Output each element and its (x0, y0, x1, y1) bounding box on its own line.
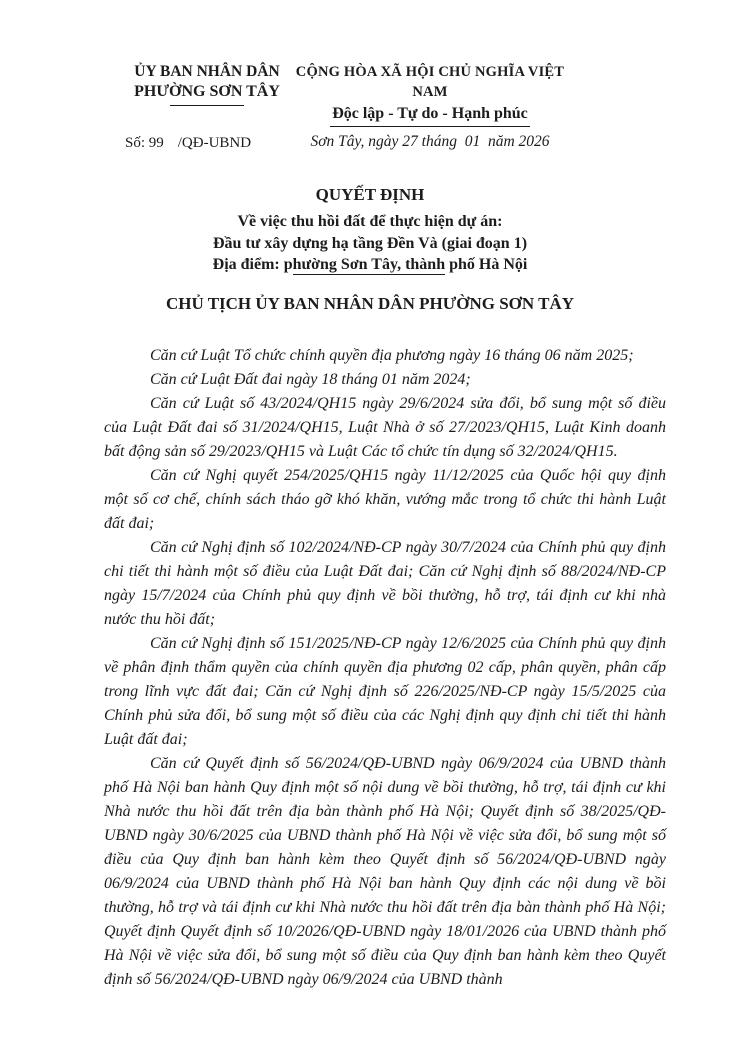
legal-basis-paragraph: Căn cứ Luật Đất đai ngày 18 tháng 01 năm 2024; (150, 371, 471, 388)
legal-basis-paragraph: Căn cứ Nghị định số 151/2025/NĐ-CP ngày 12/6/2025 của Chính phủ quy định về phân định thẩm quyền của chính quyền địa phương 02 cấp, phân quyền, phân cấp trong lĩnh vực đất đai; Căn cứ Nghị định số 226/2025/NĐ-CP ngày 15/5/2025 của Chính phủ sửa đổi, bổ sung một số điều của các Nghị định quy định chi tiết thi hành Luật đất đai; (104, 635, 666, 748)
location-suffix: phố Hà Nội (445, 256, 528, 273)
legal-basis-paragraph: Căn cứ Nghị định số 102/2024/NĐ-CP ngày 30/7/2024 của Chính phủ quy định chi tiết thi hành một số điều của Luật Đất đai; Căn cứ Nghị định số 88/2024/NĐ-CP ngày 15/7/2024 của Chính phủ quy định về bồi thường, hỗ trợ, tái định cư khi nhà nước thu hồi đất; (104, 539, 666, 628)
org-name-line1: ỦY BAN NHÂN DÂN (134, 63, 280, 80)
issuing-org-block (98, 62, 316, 106)
decision-location-line (0, 254, 740, 276)
legal-basis-paragraph: Căn cứ Nghị quyết 254/2025/QH15 ngày 11/12/2025 của Quốc hội quy định một số cơ chế, chính sách tháo gỡ khó khăn, vướng mắc trong tổ chức thi hành Luật đất đai; (104, 467, 666, 532)
document-number (125, 135, 251, 152)
legal-basis-paragraph: Căn cứ Luật Tổ chức chính quyền địa phương ngày 16 tháng 06 năm 2025; (150, 347, 634, 364)
place-date-line: Sơn Tây, ngày 27 tháng 01 năm 2026 (310, 133, 550, 150)
decision-subject-line2: Đầu tư xây dựng hạ tầng Đền Và (giai đoạn 1) (212, 234, 528, 252)
national-header-block (285, 62, 575, 127)
national-motto: Độc lập - Tự do - Hạnh phúc (330, 104, 530, 127)
national-title: CỘNG HÒA XÃ HỘI CHỦ NGHĨA VIỆT NAM (295, 64, 565, 100)
org-underline-rule (170, 105, 244, 106)
legal-basis-section (104, 344, 666, 992)
decision-subject-line1: Về việc thu hồi đất để thực hiện dự án: (237, 213, 503, 230)
document-number-label: Số: 99 (125, 135, 164, 151)
document-number-symbol: /QĐ-UBND (177, 135, 252, 151)
issuing-authority-line: CHỦ TỊCH ỦY BAN NHÂN DÂN PHƯỜNG SƠN TÂY (165, 294, 575, 313)
decision-title-block (0, 185, 740, 276)
decision-heading: QUYẾT ĐỊNH (315, 185, 425, 204)
legal-basis-paragraph: Căn cứ Luật số 43/2024/QH15 ngày 29/6/2024 sửa đổi, bổ sung một số điều của Luật Đất đai số 31/2024/QH15, Luật Nhà ở số 27/2023/QH15, Luật Kinh doanh bất động sản số 29/2023/QH15 và Luật Các tổ chức tín dụng số 32/2024/QH15. (104, 395, 666, 460)
location-underlined: hường Sơn Tây, thành (292, 256, 446, 273)
legal-basis-paragraph: Căn cứ Quyết định số 56/2024/QĐ-UBND ngày 06/9/2024 của UBND thành phố Hà Nội ban hành Quy định một số nội dung về bồi thường, hỗ trợ, tái định cư khi Nhà nước thu hồi đất trên địa bàn thành phố Hà Nội; Quyết định số 38/2025/QĐ-UBND ngày 30/6/2025 của UBND thành phố Hà Nội về việc sửa đổi, bổ sung một số điều của Quy định ban hành kèm theo Quyết định số 56/2024/QĐ-UBND ngày 06/9/2024 của UBND thành phố Hà Nội ban hành Quy định các nội dung về bồi thường, hỗ trợ và tái định cư khi Nhà nước thu hồi đất trên địa bàn thành phố Hà Nội; Quyết định Quyết định số 10/2026/QĐ-UBND ngày 18/01/2026 của UBND thành phố Hà Nội về việc sửa đổi, bổ sung một số điều của Quy định ban hành kèm theo Quyết định số 56/2024/QĐ-UBND ngày 06/9/2024 của UBND thành (104, 755, 666, 988)
location-prefix: Địa điểm: p (212, 256, 293, 273)
org-name-line2: PHƯỜNG SƠN TÂY (134, 83, 280, 100)
